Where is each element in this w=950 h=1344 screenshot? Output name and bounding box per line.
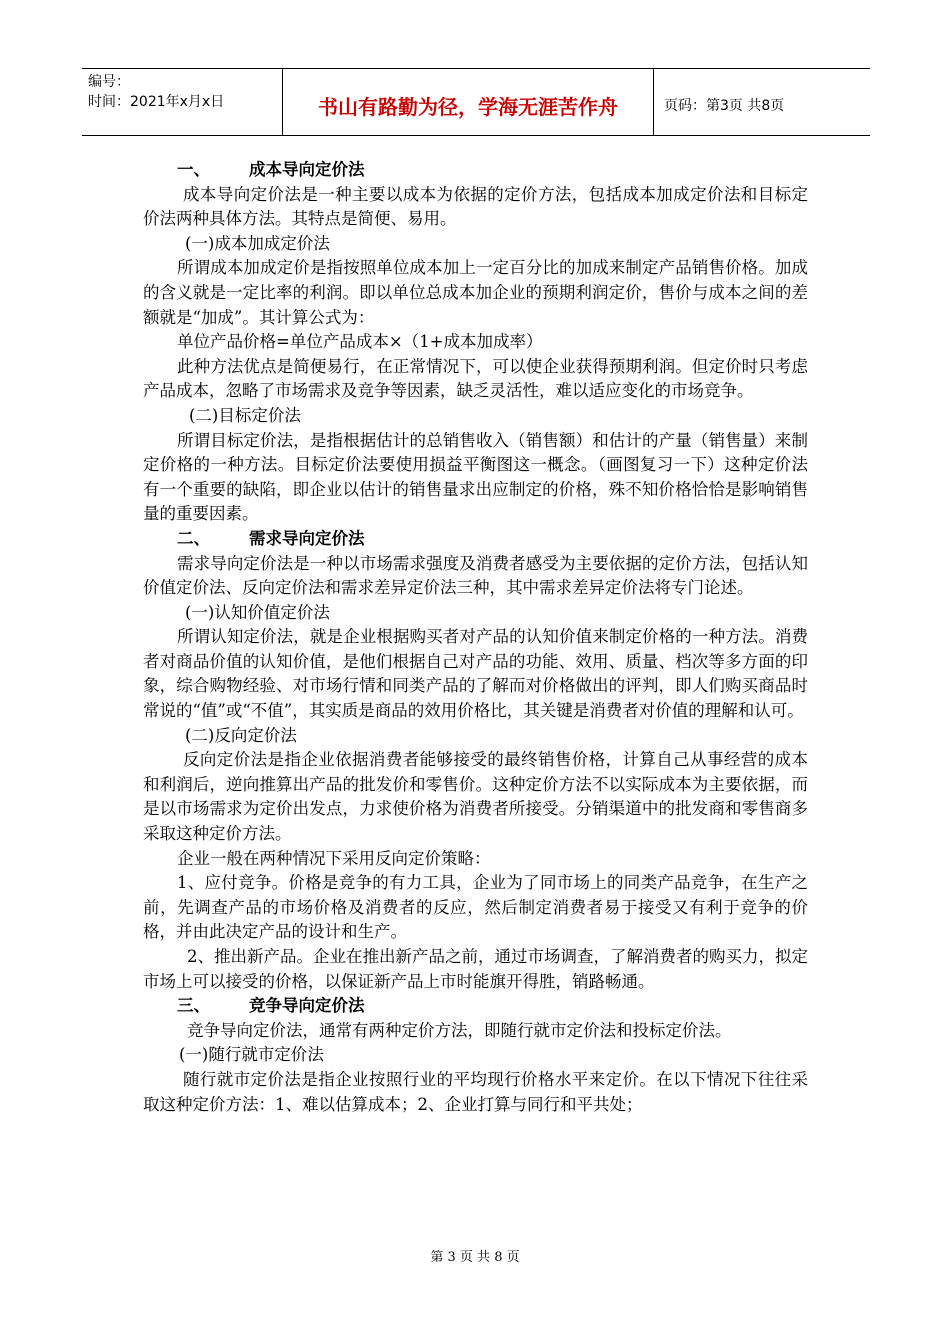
section-number: 一、: [177, 160, 210, 179]
document-date: 时间：2021年x月x日: [88, 94, 225, 110]
paragraph: 所谓目标定价法，是指根据估计的总销售收入（销售额）和估计的产量（销售量）来制定价格的一种方法。目标定价法要使用损益平衡图这一概念。（画图复习一下）这种定价法有一个重要的缺陷，即企业以估计的销售量求出应制定的价格，殊不知价格恰恰是影响销售量的重要因素。: [143, 430, 808, 524]
subsection-heading: (二)反向定价法: [185, 725, 297, 745]
section-heading: [143, 158, 808, 183]
page-footer: 第 3 页 共 8 页: [430, 1250, 520, 1265]
header-motto: 书山有路勤为径，学海无涯苦作舟: [283, 69, 654, 135]
paragraph: 成本导向定价法是一种主要以成本为依据的定价方法，包括成本加成定价法和目标定价法两种具体方法。其特点是简便、易用。: [143, 184, 808, 229]
section-title: 需求导向定价法: [249, 528, 365, 548]
section-number: 三、: [177, 996, 210, 1016]
document-body: [143, 158, 808, 1117]
paragraph: 需求导向定价法是一种以市场需求强度及消费者感受为主要依据的定价方法，包括认知价值定价法、反向定价法和需求差异定价法三种，其中需求差异定价法将专门论述。: [143, 553, 808, 598]
section-title: 成本导向定价法: [249, 160, 365, 179]
list-item: 1、应付竞争。价格是竞争的有力工具，企业为了同市场上的同类产品竞争，在生产之前，先调查产品的市场价格及消费者的反应，然后制定消费者易于接受又有利于竞争的价格，并由此决定产品的设计和生产。: [143, 873, 808, 942]
paragraph: 所谓认知定价法，就是企业根据购买者对产品的认知价值来制定价格的一种方法。消费者对商品价值的认知价值，是他们根据自己对产品的功能、效用、质量、档次等多方面的印象，综合购物经验、对市场行情和同类产品的了解而对价格做出的评判，即人们购买商品时常说的“值”或“不值”，其实质是商品的效用价格比，其关键是消费者对价值的理解和认可。: [143, 627, 808, 721]
subsection-heading: (二)目标定价法: [189, 405, 301, 425]
paragraph: 反向定价法是指企业依据消费者能够接受的最终销售价格，计算自己从事经营的成本和利润后，逆向推算出产品的批发价和零售价。这种定价方法不以实际成本为主要依据，而是以市场需求为定价出发点，力求使价格为消费者所接受。分销渠道中的批发商和零售商多采取这种定价方法。: [143, 750, 808, 844]
section-heading: [143, 527, 808, 552]
paragraph: 所谓成本加成定价是指按照单位成本加上一定百分比的加成来制定产品销售价格。加成的含义就是一定比率的利润。即以单位总成本加企业的预期利润定价，售价与成本之间的差额就是“加成”。其计算公式为：: [143, 258, 808, 327]
section-heading: [143, 994, 808, 1019]
paragraph: 此种方法优点是简便易行，在正常情况下，可以使企业获得预期利润。但定价时只考虑产品成本，忽略了市场需求及竞争等因素，缺乏灵活性，难以适应变化的市场竞争。: [143, 356, 808, 401]
list-item: 2、推出新产品。企业在推出新产品之前，通过市场调查，了解消费者的购买力，拟定市场上可以接受的价格，以保证新产品上市时能旗开得胜，销路畅通。: [143, 947, 808, 991]
header-meta: [82, 69, 283, 135]
document-number-label: 编号：: [88, 74, 130, 90]
section-number: 二、: [177, 528, 210, 548]
subsection-heading: (一)随行就市定价法: [179, 1045, 324, 1065]
page-header: [82, 68, 870, 136]
subsection-heading: (一)认知价值定价法: [185, 602, 330, 622]
paragraph: 随行就市定价法是指企业按照行业的平均现行价格水平来定价。在以下情况下往往采取这种定价方法：1、难以估算成本；2、企业打算与同行和平共处；: [143, 1069, 808, 1114]
subsection-heading: (一)成本加成定价法: [185, 233, 330, 253]
paragraph: 竞争导向定价法，通常有两种定价方法，即随行就市定价法和投标定价法。: [187, 1020, 732, 1040]
header-page-info: 页码：第3页 共8页: [664, 98, 785, 114]
formula: 单位产品价格=单位产品成本×（1+成本加成率）: [177, 332, 543, 352]
section-title: 竞争导向定价法: [249, 996, 365, 1016]
paragraph: 企业一般在两种情况下采用反向定价策略：: [177, 848, 491, 868]
